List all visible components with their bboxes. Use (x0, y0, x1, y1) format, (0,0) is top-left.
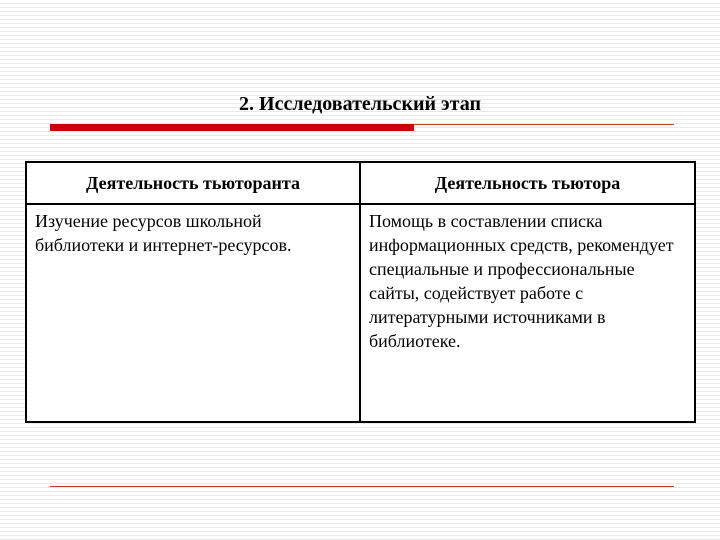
activity-table (25, 161, 696, 423)
table-header-row (26, 162, 695, 204)
table-row (26, 204, 695, 422)
cell-tutor-activity: Помощь в составлении списка информационных средств, рекомендует специальные и профессиональные сайты, содействует работе с литературными источниками в библиотеке. (360, 204, 695, 422)
header-tutee-activity: Деятельность тьюторанта (26, 162, 360, 204)
title-accent-bar (50, 124, 414, 131)
slide-title: 2. Исследовательский этап (239, 93, 481, 115)
cell-tutee-activity: Изучение ресурсов школьной библиотеки и интернет-ресурсов. (26, 204, 360, 422)
footer-divider (50, 486, 674, 487)
header-tutor-activity: Деятельность тьютора (360, 162, 695, 204)
